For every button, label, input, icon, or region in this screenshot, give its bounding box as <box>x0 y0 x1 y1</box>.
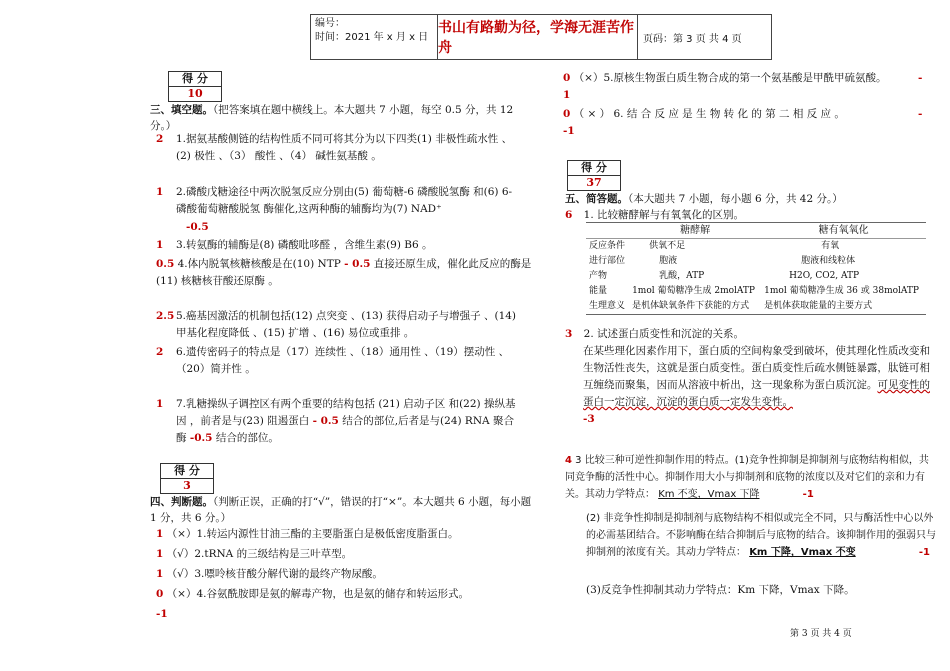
item-text: （ × ） 6. 结 合 反 应 是 生 物 转 化 的 第 二 相 反 应 。 <box>573 108 845 120</box>
mark: 1 <box>156 568 164 580</box>
mark: 0 <box>156 588 164 600</box>
item-text: （×）4.谷氨酰胺即是氨的解毒产物，也是氨的储存和转运形式。 <box>166 588 469 600</box>
question-text: 2. 试述蛋白质变性和沉淀的关系。 <box>583 328 745 340</box>
question-text: 5.癌基因激活的机制包括(12) 点突变 、(13) 获得启动子与增强子 、(14) 甲基化程度降低 、(15) 扩增 、(16) 易位或重排 。 <box>176 310 517 339</box>
table-row: 能量 1mol 葡萄糖净生成 2molATP 1mol 葡萄糖净生成 36 或 38molATP <box>589 286 919 296</box>
mark: 3 <box>565 328 573 340</box>
short-heading <box>565 191 935 207</box>
mark: 0.5 <box>156 258 175 270</box>
section-title: 四、判断题。 <box>150 496 213 508</box>
question-text-a: 4.体内脱氧核糖核酸是在(10) NTP <box>177 258 341 270</box>
fill-q1 <box>156 131 536 162</box>
mark: 2 <box>156 346 164 358</box>
judge-heading <box>150 494 535 526</box>
list-item <box>156 566 536 586</box>
mark: 4 <box>565 455 572 466</box>
penalty: -0.5 <box>186 221 209 233</box>
mark: 0 <box>563 108 571 120</box>
short-q3-part3: (3)反竞争性抑制其动力学特点：Km 下降，Vmax 下降。 <box>586 584 855 596</box>
fill-q3 <box>156 237 536 254</box>
list-item <box>156 526 536 546</box>
short-q3-part1 <box>565 452 930 503</box>
section-note: （本大题共 7 小题，每小题 6 分，共 42 分。） <box>628 193 843 205</box>
header-motto: 书山有路勤为径，学海无涯苦作舟 <box>438 15 638 59</box>
table-row: 生理意义 是机体缺氧条件下获能的方式 是机体获取能量的主要方式 <box>589 301 873 311</box>
highlight: Km 不变，Vmax 下降 <box>658 489 760 500</box>
penalty: - <box>918 72 923 84</box>
judge-item-6 <box>563 106 933 140</box>
mark: 0 <box>563 72 571 84</box>
score-box-fill <box>168 71 222 102</box>
fill-q7 <box>156 396 536 444</box>
table-row: 反应条件 供氧不足 有氧 <box>589 241 840 251</box>
penalty: - <box>918 108 923 120</box>
penalty: -1 <box>802 489 814 500</box>
score-title: 得 分 <box>568 161 620 176</box>
penalty: - 0.5 <box>312 415 339 427</box>
table-header <box>586 223 926 239</box>
section-note: （判断正误，正确的打“√”，错误的打“×”。本大题共 6 小题，每小题 1 分，共 6 分。） <box>150 496 532 524</box>
list-item <box>156 586 536 606</box>
short-q2 <box>565 326 930 428</box>
mark: 2 <box>156 133 164 145</box>
mark: 1 <box>156 398 164 410</box>
question-text: 2.磷酸戊糖途径中两次脱氢反应分别由(5) 葡萄糖-6 磷酸脱氢酶 和(6) 6-磷酸葡萄糖酸脱氢 酶催化,这两种酶的辅酶均为(7) NAD⁺ <box>176 186 513 215</box>
list-item <box>156 546 536 566</box>
comparison-table <box>586 222 926 315</box>
score-title: 得 分 <box>169 72 221 87</box>
question-text: 1.据氨基酸侧链的结构性质不同可将其分为以下四类(1) 非极性疏水性 、(2) 极性 、（3） 酸性 、（4） 碱性氨基酸 。 <box>176 133 513 162</box>
section-note: （把答案填在题中横线上。本大题共 7 小题，每空 0.5 分，共 12 分。） <box>150 104 514 132</box>
mark: 2.5 <box>156 310 175 322</box>
answer-text <box>583 343 930 411</box>
score-box-short <box>567 160 621 191</box>
penalty: - 0.5 <box>344 258 371 270</box>
col-header: 糖酵解 <box>680 225 711 236</box>
item-text: （×）1.转运内源性甘油三酯的主要脂蛋白是极低密度脂蛋白。 <box>166 528 459 540</box>
judge-list <box>156 526 536 623</box>
q7-c: 结合的部位。 <box>215 432 279 444</box>
mark: 1 <box>156 239 164 251</box>
question-text <box>176 396 521 447</box>
item-text: （√）2.tRNA 的三级结构是三叶草型。 <box>166 548 353 560</box>
question-text: 3.转氨酶的辅酶是(8) 磷酸吡哆醛 ，含维生素(9) B6 。 <box>176 239 433 251</box>
time-label: 时间：2021 年 x 月 x 日 <box>315 32 429 43</box>
answer-body: 在某些理化因素作用下，蛋白质的空间构象受到破坏，使其理化性质改变和生物活性丧失，这就是蛋白质变性。蛋白质变性后疏水侧链暴露，肽链可相互缠绕而聚集，因而从溶液中析出，这一现象称为蛋白质沉淀。 <box>583 345 930 391</box>
question-text: 3 比较三种可逆性抑制作用的特点。(1)竞争性抑制是抑制剂与底物结构相似，共同竞争酶的活性中心。抑制作用大小与抑制剂和底物的浓度以及对它们的亲和力有关。其动力学特点： <box>565 455 929 500</box>
q7-b: 结合的部位,后者是与(24) RNA 聚合酶 <box>176 415 514 444</box>
question-text: 6.遗传密码子的特点是（17）连续性 、（18）通用性 、（19）摆动性 、（20）简并性 。 <box>176 346 510 375</box>
score-box-judge <box>160 463 214 494</box>
short-q3-part2 <box>586 510 936 561</box>
fill-q6 <box>156 344 536 375</box>
penalty-line2: -1 <box>563 125 575 137</box>
question-text-b: 直接还原生成，催化此反应的酶是(11) 核糖核苷酸还原酶 。 <box>156 258 532 287</box>
question-text: (2) 非竞争性抑制是抑制剂与底物结构不相似或完全不同，只与酶活性中心以外的必需基团结合。不影响酶在结合抑制后与底物的结合。该抑制作用的强弱只与抑制剂的浓度有关。其动力学特点： <box>586 513 936 558</box>
header-page: 页码：第 3 页 共 4 页 <box>643 33 742 45</box>
highlight: Km 下降，Vmax 不变 <box>749 547 856 558</box>
score-value: 37 <box>586 176 602 189</box>
page-header <box>310 14 772 60</box>
mark: 6 <box>565 209 573 221</box>
penalty: -1 <box>156 608 168 620</box>
penalty-line2: 1 <box>563 89 571 101</box>
page-footer: 第 3 页 共 4 页 <box>790 629 852 639</box>
answer-underlined: 可见变性的蛋白一定沉淀，沉淀的蛋白质一定发生变性。 <box>583 379 930 408</box>
mark: 1 <box>156 528 164 540</box>
fill-q2 <box>156 184 536 215</box>
section-title: 三、填空题。 <box>150 104 213 116</box>
header-info <box>311 15 438 59</box>
section-title: 五、简答题。 <box>565 193 628 205</box>
question-text: 1. 比较糖酵解与有氧氧化的区别。 <box>583 209 745 221</box>
code-label: 编号： <box>315 18 345 29</box>
fill-q5 <box>156 308 536 339</box>
score-value: 3 <box>183 479 191 492</box>
fill-heading <box>150 102 535 134</box>
table-row: 进行部位 胞液 胞液和线粒体 <box>589 256 856 266</box>
item-text: （√）3.嘌呤核苷酸分解代谢的最终产物尿酸。 <box>166 568 383 580</box>
table-row: 产物 乳酸，ATP H2O, CO2, ATP <box>589 271 860 281</box>
score-value: 10 <box>187 87 203 100</box>
score-title: 得 分 <box>161 464 213 479</box>
penalty: -1 <box>918 547 930 558</box>
fill-q4 <box>156 256 536 290</box>
q7-a: 7.乳糖操纵子调控区有两个重要的结构包括 (21) 启动子区 和(22) 操纵基因 ，前者是与(23) 阻遏蛋白 <box>176 398 516 427</box>
mark: 1 <box>156 548 164 560</box>
penalty: -3 <box>583 413 595 425</box>
penalty: -0.5 <box>189 432 213 444</box>
item-text: （×）5.原核生物蛋白质生物合成的第一个氨基酸是甲酰甲硫氨酸。 <box>573 72 887 84</box>
judge-item-5 <box>563 70 933 104</box>
col-header: 糖有氧氧化 <box>818 225 869 236</box>
mark: 1 <box>156 186 164 198</box>
